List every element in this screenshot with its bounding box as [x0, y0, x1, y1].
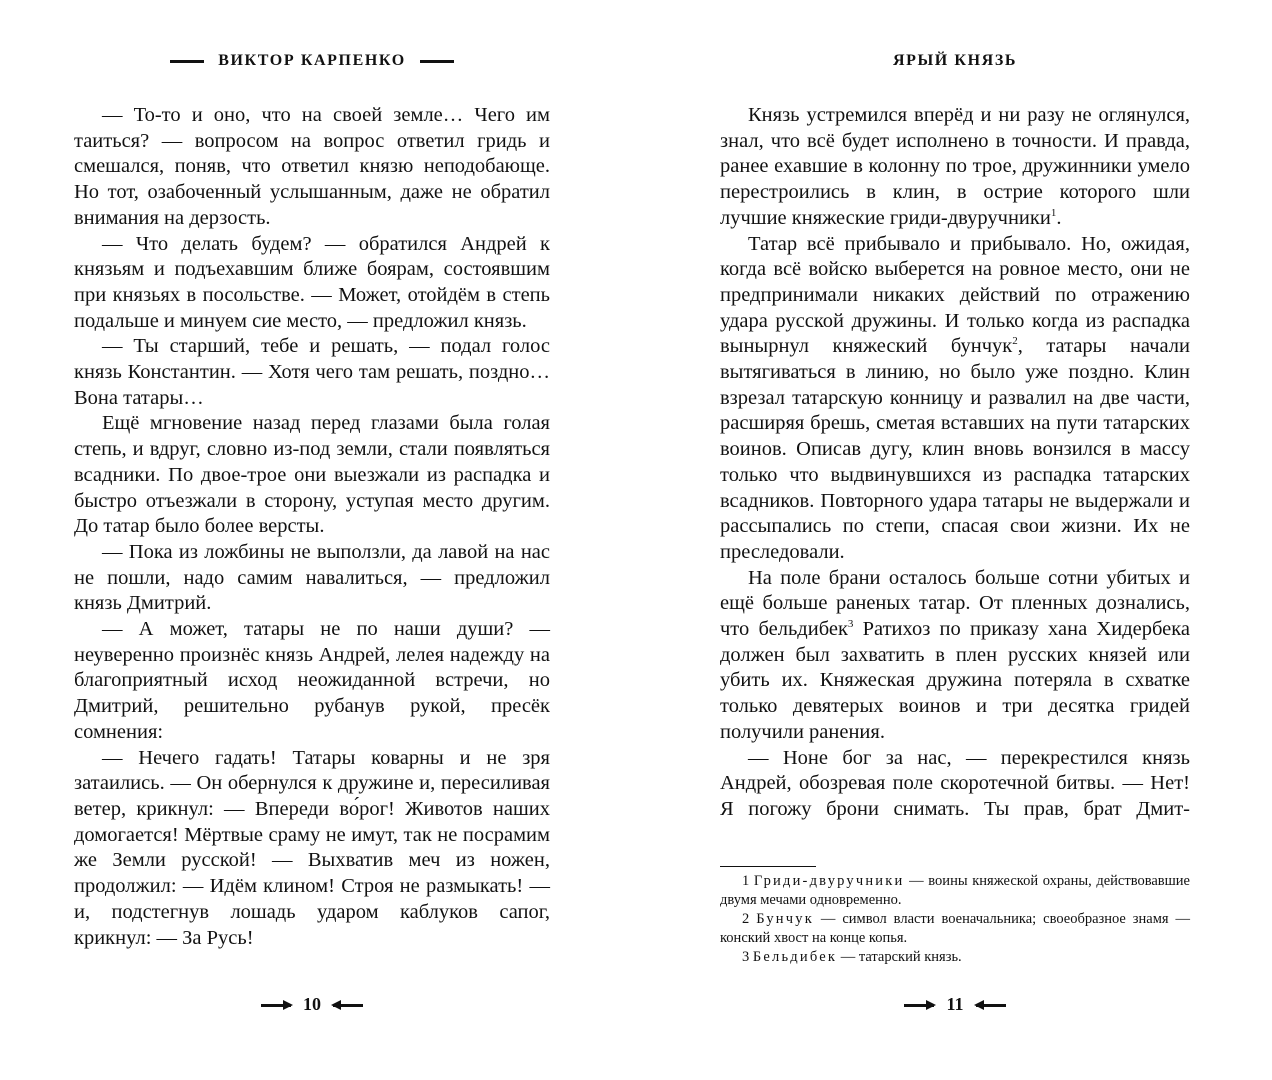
left-body-text: [74, 103, 550, 951]
page-ornament-left: [904, 1004, 934, 1007]
page-number-right: [720, 994, 1190, 1015]
footnote-divider: [720, 866, 816, 867]
footnote-text: — татарский князь.: [837, 949, 962, 965]
author-name: ВИКТОР КАРПЕНКО: [218, 52, 406, 69]
page-number: 10: [303, 994, 321, 1014]
header-rule-right: [420, 60, 454, 63]
footnote-ref: 3: [847, 618, 854, 631]
page-number-left: [74, 994, 550, 1015]
paragraph: [720, 232, 1190, 566]
running-header-right: [720, 52, 1190, 70]
footnote: [720, 872, 1190, 910]
book-title: ЯРЫЙ КНЯЗЬ: [892, 52, 1018, 69]
paragraph-text: , татары начали вытягиваться в линию, но было уже поздно. Клин взрезал татарскую конницу и развалил на две части, расширяя брешь, сметая вставших на пути татарских воинов. Описав дугу, клин вновь вонзился в массу только что выдвинувшихся из распадка татарских всадников. Повторного удара татары не выдержали и рассыпались по степи, спасая свои жизни. Их не преследовали.: [720, 335, 1190, 563]
page-ornament-left: [261, 1004, 291, 1007]
footnote-number: 3: [742, 949, 750, 965]
footnote-text: — символ власти военачальника; своеобразное знамя — конский хвост на конце копья.: [720, 911, 1190, 946]
paragraph-text: На поле брани осталось больше сотни убитых и ещё больше раненых татар. От пленных дознались, что бельдибек: [720, 566, 1190, 641]
paragraph-text: Татар всё прибывало и прибывало. Но, ожидая, когда всё войско выберется на ровное место, они не предпринимали никаких действий по отражению удара русской дружины. И только когда из распадка вынырнул княжеский бунчук: [720, 232, 1190, 358]
footnote-number: 1: [742, 873, 750, 889]
right-page: [720, 0, 1190, 1080]
paragraph: — То-то и оно, что на своей земле… Чего им таиться? — вопросом на вопрос ответил гридь и смешался, поняв, что ответил князю неподобающе. Но тот, озабоченный услышанным, даже не обратил внимания на дерзость.: [74, 104, 550, 229]
footnote-number: 2: [742, 911, 750, 927]
paragraph: — Нечего гадать! Татары коварны и не зря затаились. — Он обернулся к дружине и, пересиливая ветер, крикнул: — Впереди во́рог! Животов наших домогается! Мёртвые сраму не имут, так не посрамим же Земли русской! — Выхватив меч из ножен, продолжил: — Идём клином! Строя не размыкать! — и, подстегнув лошадь ударом каблуков сапог, крикнул: — За Русь!: [74, 746, 550, 949]
footnote-term: Бунчук: [756, 911, 814, 927]
paragraph-text: Ратихоз по приказу хана Хидербека должен был захватить в плен русских князей или убить их. Княжеская дружина потеряла в схватке только девятерых воинов и три десятка гридей получили ранения.: [720, 618, 1190, 743]
footnote-term: Бельдибек: [752, 949, 838, 965]
paragraph: — Ты старший, тебе и решать, — подал голос князь Константин. — Хотя чего там решать, поздно… Вона татары…: [74, 335, 550, 409]
paragraph: — А может, татары не по наши души? — неуверенно произнёс князь Андрей, лелея надежду на благоприятный исход неожиданной встречи, но Дмитрий, решительно рубанув рукой, пресёк сомнения:: [74, 618, 550, 743]
paragraph-text: Князь устремился вперёд и ни разу не оглянулся, знал, что всё будет исполнено в точности. И правда, ранее ехавшие в колонну по трое, дружинники умело перестроились в клин, в острие которого шли лучшие княжеские гриди-двуручники: [720, 104, 1190, 229]
footnote-ref: 2: [1012, 335, 1018, 348]
page-number: 11: [946, 994, 964, 1014]
page-ornament-right: [976, 1004, 1006, 1007]
header-rule-left: [170, 60, 204, 63]
paragraph: [720, 103, 1190, 232]
footnotes: [720, 872, 1190, 967]
page-ornament-right: [333, 1004, 363, 1007]
paragraph-text: .: [1056, 206, 1062, 229]
paragraph: [720, 566, 1190, 746]
footnote-ref: 1: [1050, 206, 1057, 219]
paragraph: — Что делать будем? — обратился Андрей к князьям и подъехавшим ближе боярам, состоявшим при князьях в посольстве. — Может, отойдём в степь подальше и минуем сие место, — предложил князь.: [74, 232, 550, 332]
footnote: [720, 910, 1190, 948]
paragraph: Ещё мгновение назад перед глазами была голая степь, и вдруг, словно из-под земли, стали появляться всадники. По двое-трое они выезжали из распадка и быстро отъезжали в сторону, уступая место другим. До татар было более версты.: [74, 412, 550, 538]
paragraph: — Ноне бог за нас, — перекрестился князь Андрей, обозревая поле скоротечной битвы. — Нет! Я погожу брони снимать. Ты прав, брат Дмит-: [720, 746, 1190, 820]
running-header-left: [74, 52, 550, 70]
footnote-text: — воины княжеской охраны, действовавшие двумя мечами одновременно.: [720, 873, 1190, 908]
paragraph: — Пока из ложбины не выползли, да лавой на нас не пошли, надо самим навалиться, — предложил князь Дмитрий.: [74, 540, 550, 615]
footnote-term: Гриди-двуручники: [753, 873, 905, 889]
left-page: [74, 0, 550, 1080]
right-body-text: [720, 103, 1190, 823]
footnote: [720, 948, 1190, 967]
